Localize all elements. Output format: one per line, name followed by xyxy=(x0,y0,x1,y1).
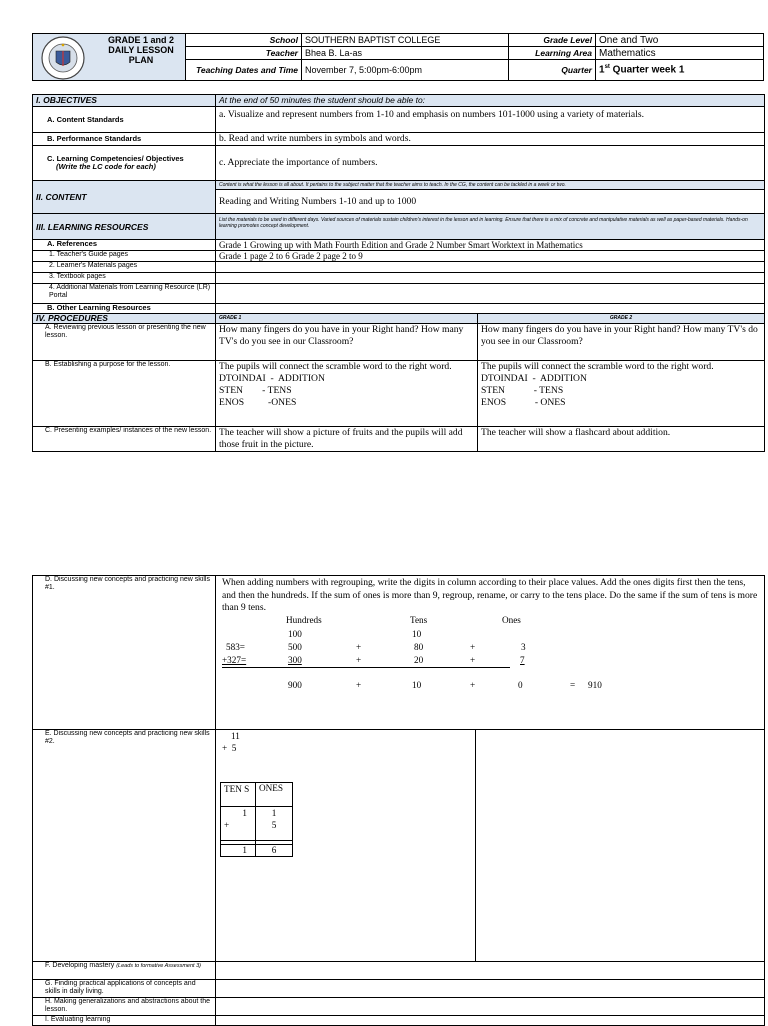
resources-note: List the materials to be used in different days. Varied sources of materials sustain children's interest in the lesson and in learning. Ensure that there is a mix of concrete and manipulative materials as well as paper-based materials. Hands-on learning promotes concept development. xyxy=(216,214,765,240)
col-hundreds-label: Hundreds xyxy=(286,615,322,625)
procedure-c-grade2: The teacher will show a flashcard about addition. xyxy=(478,427,765,452)
sum-tens-digit: 1 xyxy=(221,845,256,857)
performance-standards-value: b. Read and write numbers in symbols and words. xyxy=(216,133,765,146)
regrouping-example xyxy=(216,576,764,726)
grade-level-value: One and Two xyxy=(596,34,764,47)
objectives-title: I. OBJECTIVES xyxy=(33,95,216,107)
deped-seal-icon xyxy=(39,35,87,81)
col-tens-label: Tens xyxy=(410,615,428,625)
competencies-cell xyxy=(33,146,216,181)
procedure-a-grade1: How many fingers do you have in your Right hand? How many TV's do you see in our Classroom? xyxy=(216,324,478,361)
procedure-d-cell xyxy=(216,576,765,730)
sum-hundreds: 900 xyxy=(288,680,302,690)
header-title-line-1: GRADE 1 and 2 xyxy=(107,35,174,45)
sum-result: 910 xyxy=(588,680,602,690)
performance-standards-label: B. Performance Standards xyxy=(33,133,216,146)
teachers-guide-label: 1. Teacher's Guide pages xyxy=(33,251,216,262)
procedure-h-label: H. Making generalizations and abstractions about the lesson. xyxy=(33,998,216,1016)
header-title-line-3: PLAN xyxy=(128,55,154,65)
sum-ones-digit: 6 xyxy=(256,845,293,857)
row2-hundreds: 300 xyxy=(288,655,302,665)
teaching-dates-label: Teaching Dates and Time xyxy=(186,60,302,81)
content-note: Content is what the lesson is all about. It pertains to the subject matter that the teacher aims to teach. In the CG, the content can be tackled in a week or two. xyxy=(216,181,764,190)
carry-tens: 10 xyxy=(412,629,422,639)
row1-label: 583= xyxy=(226,642,245,652)
carry-hundreds: 100 xyxy=(288,629,302,639)
procedure-c-label: C. Presenting examples/ instances of the new lesson. xyxy=(33,427,216,452)
learning-area-label: Learning Area xyxy=(509,47,596,60)
procedures-title: IV. PROCEDURES xyxy=(33,314,216,324)
plus-sign: + xyxy=(356,680,362,690)
objectives-intro: At the end of 50 minutes the student should be able to: xyxy=(216,95,765,107)
plus-sign: + xyxy=(356,642,362,652)
competencies-value: c. Appreciate the importance of numbers. xyxy=(216,146,765,181)
grade-level-label: Grade Level xyxy=(509,34,596,47)
procedure-e-grade1 xyxy=(216,730,476,962)
procedure-d-label: D. Discussing new concepts and practicing new skills #1. xyxy=(33,576,216,730)
content-standards-value: a. Visualize and represent numbers from 1-10 and emphasis on numbers 101-1000 using a variety of materials. xyxy=(216,107,765,133)
lesson-plan-table-page-2 xyxy=(32,575,764,1026)
lesson-plan-table xyxy=(32,94,764,452)
references-value: Grade 1 Growing up with Math Fourth Edition and Grade 2 Number Smart Worktext in Mathematics xyxy=(216,240,765,251)
competencies-label: C. Learning Competencies/ Objectives xyxy=(47,154,184,163)
plus-sign: + xyxy=(470,642,476,652)
sum-ones: 0 xyxy=(518,680,523,690)
resources-title: III. LEARNING RESOURCES xyxy=(33,214,216,240)
row1-hundreds: 500 xyxy=(288,642,302,652)
procedure-i-label: I. Evaluating learning xyxy=(33,1016,216,1026)
procedure-b-grade2: The pupils will connect the scramble word to the right word. DTOINDAI - ADDITION STEN - TENS ENOS - ONES xyxy=(478,361,765,427)
competencies-sub: (Write the LC code for each) xyxy=(56,162,156,171)
learners-materials-label: 2. Learner's Materials pages xyxy=(33,262,216,273)
e-addend-top: 11 xyxy=(231,731,240,741)
learners-materials-value xyxy=(216,262,765,273)
row1-tens: 80 xyxy=(414,642,424,652)
content-title: II. CONTENT xyxy=(33,181,216,214)
procedure-c-grade1: The teacher will show a picture of fruits and the pupils will add those fruit in the picture. xyxy=(216,427,478,452)
content-standards-label: A. Content Standards xyxy=(33,107,216,133)
content-cell xyxy=(216,181,765,214)
teacher-label: Teacher xyxy=(186,47,302,60)
header xyxy=(32,33,764,81)
grade-2-header: GRADE 2 xyxy=(478,314,765,324)
teaching-dates-value: November 7, 5:00pm-6:00pm xyxy=(302,60,509,81)
procedure-a-grade2: How many fingers do you have in your Right hand? How many TV's do you see in our Classroom? xyxy=(478,324,765,361)
plus-sign: + xyxy=(356,655,362,665)
procedure-d-text: When adding numbers with regrouping, write the digits in column according to their place values. Add the ones digits first then the tens, and then the hundreds. If the sum of ones is more than 9, regroup, rename, or carry to the tens place. Do the same if the sum of tens is more than 9 tens. xyxy=(222,577,758,613)
procedure-e-grade2 xyxy=(476,730,765,962)
equals-sign: = xyxy=(570,680,576,690)
procedure-b-label: B. Establishing a purpose for the lesson. xyxy=(33,361,216,427)
learning-area-value: Mathematics xyxy=(596,47,764,60)
quarter-value: 1st Quarter week 1 xyxy=(596,60,764,81)
additional-materials-label: 4. Additional Materials from Learning Resource (LR) Portal xyxy=(33,284,216,304)
row2-ones: 7 xyxy=(520,655,525,665)
e-addend-bottom: + 5 xyxy=(222,743,237,753)
procedure-g-value xyxy=(216,980,765,998)
row2-label: +327= xyxy=(222,655,247,665)
teacher-value: Bhea B. La-as xyxy=(302,47,509,60)
plus-sign: + xyxy=(470,655,476,665)
school-label: School xyxy=(186,34,302,47)
procedure-f-value xyxy=(216,962,765,980)
textbook-pages-value xyxy=(216,273,765,284)
procedure-i-value xyxy=(216,1016,765,1026)
teachers-guide-value: Grade 1 page 2 to 6 Grade 2 page 2 to 9 xyxy=(216,251,765,262)
plus-sign: + xyxy=(470,680,476,690)
procedure-e-label: E. Discussing new concepts and practicing new skills #2. xyxy=(33,730,216,962)
other-resources-value xyxy=(216,304,765,314)
place-value-row-tens: 1 + xyxy=(221,807,256,841)
references-label: A. References xyxy=(33,240,216,251)
procedure-h-value xyxy=(216,998,765,1016)
sum-tens: 10 xyxy=(412,680,422,690)
quarter-label: Quarter xyxy=(509,60,596,81)
ones-header: ONES xyxy=(256,783,293,807)
tens-header: TEN S xyxy=(221,783,256,807)
content-text: Reading and Writing Numbers 1-10 and up to 1000 xyxy=(219,196,417,207)
other-resources-label: B. Other Learning Resources xyxy=(33,304,216,314)
procedure-a-label: A. Reviewing previous lesson or presenting the new lesson. xyxy=(33,324,216,361)
procedure-f-label: F. Developing mastery (Leads to formative Assessment 3) xyxy=(33,962,216,980)
procedure-b-grade1: The pupils will connect the scramble word to the right word. DTOINDAI - ADDITION STEN - TENS ENOS -ONES xyxy=(216,361,478,427)
textbook-pages-label: 3. Textbook pages xyxy=(33,273,216,284)
header-title-line-2: DAILY LESSON xyxy=(108,45,174,55)
additional-materials-value xyxy=(216,284,765,304)
school-value: SOUTHERN BAPTIST COLLEGE xyxy=(302,34,509,47)
col-ones-label: Ones xyxy=(502,615,521,625)
procedure-g-label: G. Finding practical applications of concepts and skills in daily living. xyxy=(33,980,216,998)
place-value-row-ones: 1 5 xyxy=(256,807,293,841)
place-value-table xyxy=(220,782,293,857)
grade-1-header: GRADE 1 xyxy=(216,314,478,324)
deped-seal-cell xyxy=(33,34,186,81)
row2-tens: 20 xyxy=(414,655,424,665)
sum-line xyxy=(222,667,510,668)
row1-ones: 3 xyxy=(521,642,526,652)
